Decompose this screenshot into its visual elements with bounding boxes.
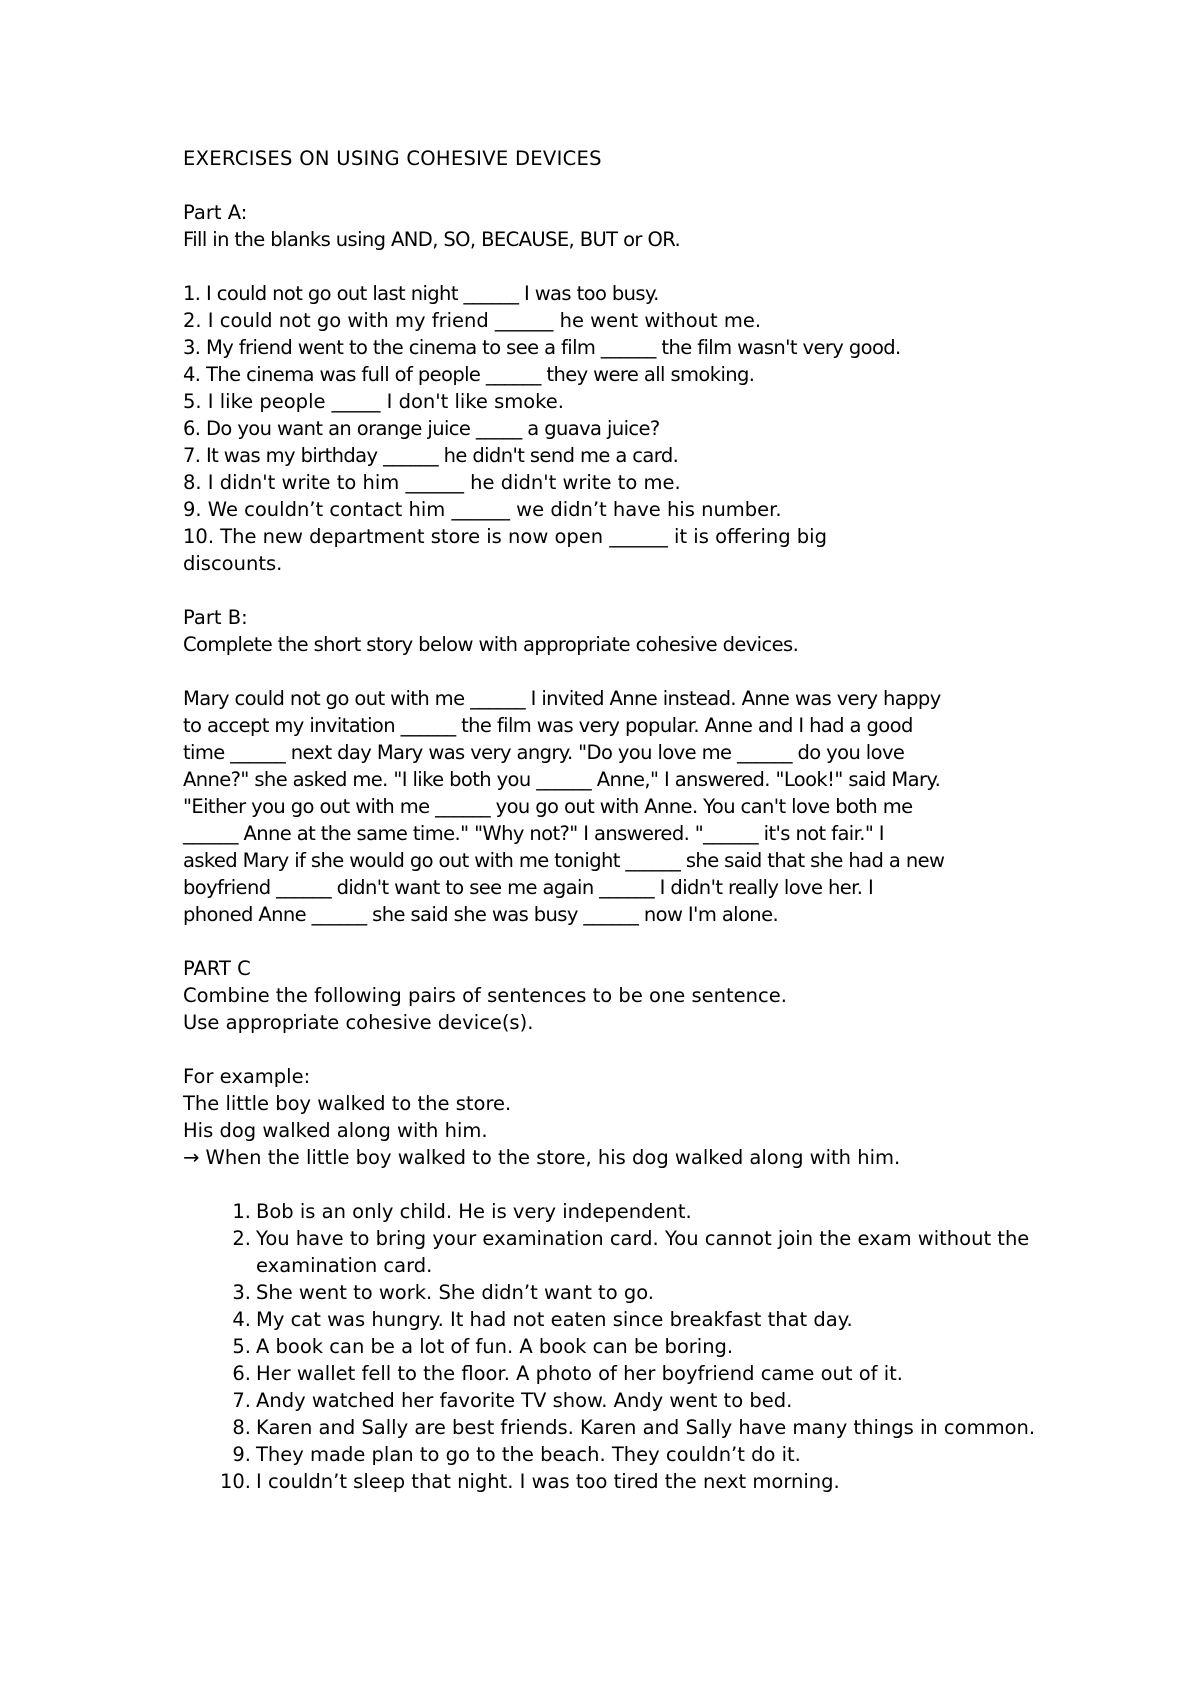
part-c-instruction: Combine the following pairs of sentences to be one sentence.	[183, 984, 787, 1007]
part-a-section	[183, 199, 1043, 577]
story-line: asked Mary if she would go out with me tonight ______ she said that she had a new	[183, 849, 945, 872]
list-item: 7. Andy watched her favorite TV show. Andy went to bed.	[232, 1389, 793, 1412]
example-answer-line	[183, 1144, 1043, 1171]
worksheet-page	[183, 145, 1043, 1495]
part-a-item: 3. My friend went to the cinema to see a film ______ the film wasn't very good.	[183, 336, 901, 359]
part-b-section	[183, 604, 1043, 928]
part-a-item: 6. Do you want an orange juice _____ a guava juice?	[183, 417, 660, 440]
example-answer: When the little boy walked to the store, his dog walked along with him.	[205, 1146, 901, 1169]
story-line: Mary could not go out with me ______ I invited Anne instead. Anne was very happy	[183, 687, 941, 710]
list-item: 3. She went to work. She didn’t want to go.	[232, 1281, 654, 1304]
part-b-heading: Part B:	[183, 606, 248, 629]
part-c-section	[183, 955, 1043, 1495]
part-a-item: 4. The cinema was full of people ______ they were all smoking.	[183, 363, 755, 386]
list-item: 10. I couldn’t sleep that night. I was too tired the next morning.	[219, 1470, 840, 1493]
story-line: ______ Anne at the same time." "Why not?" I answered. "______ it's not fair." I	[183, 822, 884, 845]
story-line: boyfriend ______ didn't want to see me again ______ I didn't really love her. I	[183, 876, 874, 899]
list-item: 2. You have to bring your examination card. You cannot join the exam without the examination card.	[232, 1227, 1030, 1277]
example-sentence: His dog walked along with him.	[183, 1119, 488, 1142]
list-item: 6. Her wallet fell to the floor. A photo of her boyfriend came out of it.	[232, 1362, 903, 1385]
part-a-item-continuation: discounts.	[183, 552, 283, 575]
part-a-item: 7. It was my birthday ______ he didn't send me a card.	[183, 444, 679, 467]
part-a-item: 1. I could not go out last night ______ I was too busy.	[183, 282, 659, 305]
story-line: to accept my invitation ______ the film was very popular. Anne and I had a good	[183, 714, 913, 737]
story-line: phoned Anne ______ she said she was busy ______ now I'm alone.	[183, 903, 779, 926]
list-item: 5. A book can be a lot of fun. A book can be boring.	[232, 1335, 734, 1358]
part-a-heading: Part A:	[183, 201, 248, 224]
part-c-heading: PART C	[183, 957, 251, 980]
part-b-instruction: Complete the short story below with appropriate cohesive devices.	[183, 633, 799, 656]
combine-list	[183, 1198, 1043, 1495]
story-line: time ______ next day Mary was very angry. "Do you love me ______ do you love	[183, 741, 905, 764]
example-label: For example:	[183, 1065, 311, 1088]
arrow-right-icon: →	[183, 1146, 200, 1169]
list-item: 4. My cat was hungry. It had not eaten since breakfast that day.	[232, 1308, 853, 1331]
list-item: 1. Bob is an only child. He is very independent.	[232, 1200, 692, 1223]
list-item: 8. Karen and Sally are best friends. Karen and Sally have many things in common.	[232, 1416, 1036, 1439]
part-a-instruction: Fill in the blanks using AND, SO, BECAUSE, BUT or OR.	[183, 228, 681, 251]
part-a-item: 5. I like people _____ I don't like smoke.	[183, 390, 564, 413]
list-item: 9. They made plan to go to the beach. They couldn’t do it.	[232, 1443, 801, 1466]
part-a-item: 10. The new department store is now open ______ it is offering big	[183, 525, 827, 548]
example-sentence: The little boy walked to the store.	[183, 1092, 512, 1115]
part-a-item: 9. We couldn’t contact him ______ we didn’t have his number.	[183, 498, 782, 521]
story-line: "Either you go out with me ______ you go out with Anne. You can't love both me	[183, 795, 913, 818]
part-a-item: 2. I could not go with my friend ______ he went without me.	[183, 309, 762, 332]
part-a-item: 8. I didn't write to him ______ he didn't write to me.	[183, 471, 681, 494]
page-title: EXERCISES ON USING COHESIVE DEVICES	[183, 147, 602, 170]
story-line: Anne?" she asked me. "I like both you ______ Anne," I answered. "Look!" said Mary.	[183, 768, 941, 791]
part-c-instruction: Use appropriate cohesive device(s).	[183, 1011, 534, 1034]
